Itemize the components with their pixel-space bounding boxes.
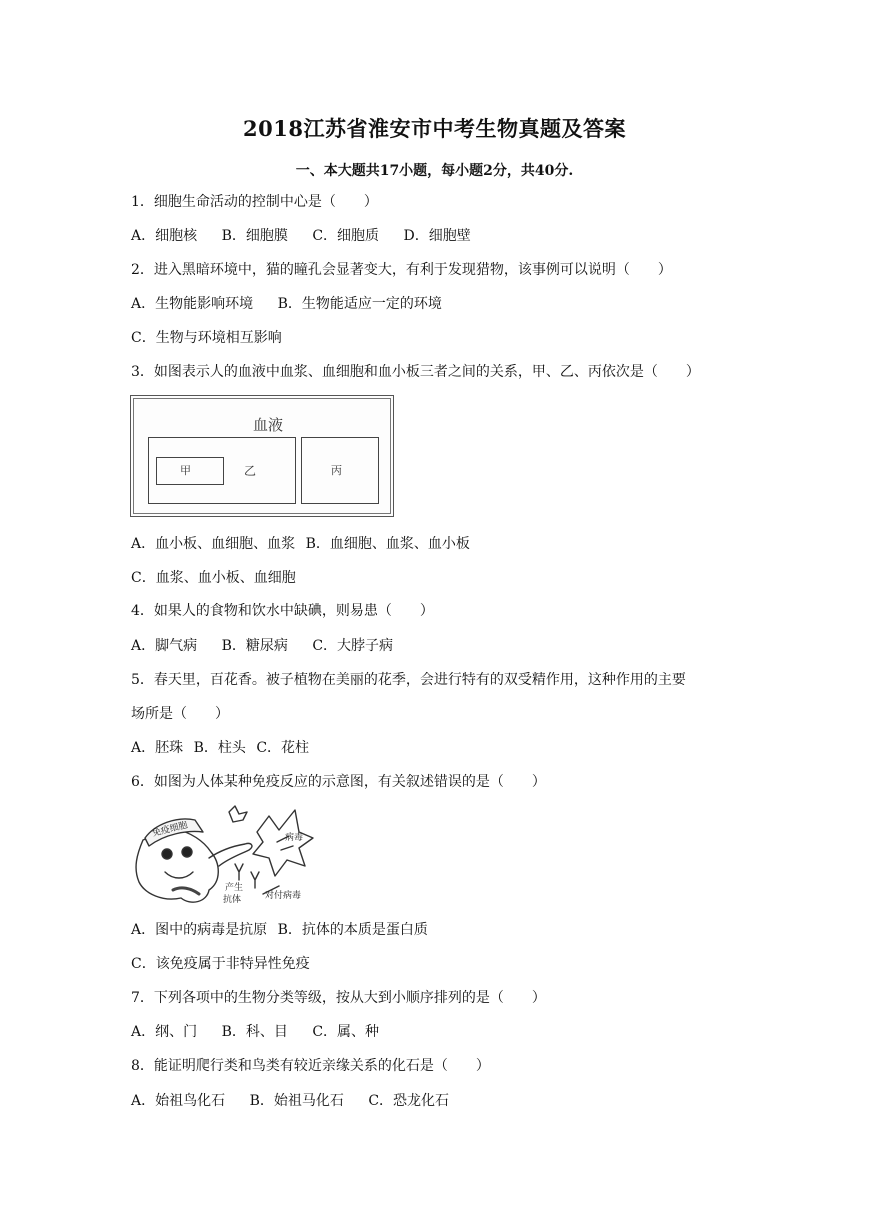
option-d: D．细胞壁 [403, 228, 471, 244]
label-virus: 病毒 [285, 833, 304, 843]
option-b: B．科、目 [221, 1024, 288, 1040]
label-jia: 甲 [180, 464, 191, 477]
question-7-stem: 7．下列各项中的生物分类等级，按从大到小顺序排列的是（ ） [131, 990, 546, 1006]
option-a: A．生物能影响环境 [131, 296, 254, 312]
option-a: A．始祖鸟化石 [131, 1093, 226, 1109]
question-6-stem: 6．如图为人体某种免疫反应的示意图，有关叙述错误的是（ ） [131, 774, 546, 790]
option-c: C．大脖子病 [312, 638, 394, 654]
immune-response-figure [129, 802, 319, 908]
option-b: B．血细胞、血浆、血小板 [305, 536, 470, 552]
question-2-options-row2 [131, 329, 282, 347]
option-a: A．图中的病毒是抗原 [131, 922, 268, 938]
option-a: A．血小板、血细胞、血浆 [131, 536, 296, 552]
option-b: B．糖尿病 [221, 638, 288, 654]
option-b: B．生物能适应一定的环境 [277, 296, 442, 312]
question-5-options [131, 739, 309, 757]
question-7-options [131, 1023, 379, 1041]
immune-cell-arm [209, 843, 252, 866]
option-c: C．恐龙化石 [368, 1093, 450, 1109]
question-4-options [131, 637, 393, 655]
question-2-stem: 2．进入黑暗环境中，猫的瞳孔会显著变大，有利于发现猎物，该事例可以说明（ ） [131, 262, 672, 278]
section-heading: 一、本大题共17小题，每小题2分，共40分. [295, 163, 574, 179]
option-c: C．花柱 [256, 740, 310, 756]
option-a: A．纲、门 [131, 1024, 198, 1040]
label-bing: 丙 [331, 464, 342, 477]
label-immune-cell: 免疫细胞 [151, 820, 189, 839]
label-antibody: 抗体 [223, 895, 242, 905]
question-3-options [131, 535, 470, 553]
option-b: B．柱头 [193, 740, 246, 756]
question-5-stem-cont: 场所是（ ） [131, 706, 229, 722]
option-c: C．该免疫属于非特异性免疫 [131, 956, 310, 972]
option-b: B．细胞膜 [221, 228, 288, 244]
label-blood: 血液 [253, 416, 284, 434]
question-2-options [131, 295, 442, 313]
question-4-stem: 4．如果人的食物和饮水中缺碘，则易患（ ） [131, 603, 434, 619]
question-1-stem: 1．细胞生命活动的控制中心是（ ） [131, 194, 378, 210]
option-c: C．属、种 [312, 1024, 380, 1040]
label-attack-virus: 对付病毒 [265, 891, 302, 901]
label-yi: 乙 [244, 464, 257, 478]
blood-composition-figure [130, 395, 394, 517]
virus-shape [253, 810, 313, 876]
question-3-stem: 3．如图表示人的血液中血浆、血细胞和血小板三者之间的关系，甲、乙、丙依次是（ ） [131, 364, 700, 380]
question-5-stem: 5．春天里，百花香。被子植物在美丽的花季，会进行特有的双受精作用，这种作用的主要 [131, 672, 686, 688]
option-c: C．细胞质 [312, 228, 380, 244]
label-produce: 产生 [225, 883, 244, 893]
option-b: B．抗体的本质是蛋白质 [277, 922, 428, 938]
option-c: C．生物与环境相互影响 [131, 330, 282, 346]
question-6-options [131, 921, 428, 939]
question-6-options-row2 [131, 955, 310, 973]
question-8-stem: 8．能证明爬行类和鸟类有较近亲缘关系的化石是（ ） [131, 1058, 490, 1074]
question-8-options [131, 1092, 449, 1110]
question-1-options [131, 227, 471, 245]
option-a: A．脚气病 [131, 638, 198, 654]
option-b: B．始祖马化石 [249, 1093, 344, 1109]
option-a: A．胚珠 [131, 740, 184, 756]
option-c: C．血浆、血小板、血细胞 [131, 570, 296, 586]
option-a: A．细胞核 [131, 228, 198, 244]
question-3-options-row2 [131, 569, 296, 587]
page-title: 2018江苏省淮安市中考生物真题及答案 [243, 116, 626, 141]
